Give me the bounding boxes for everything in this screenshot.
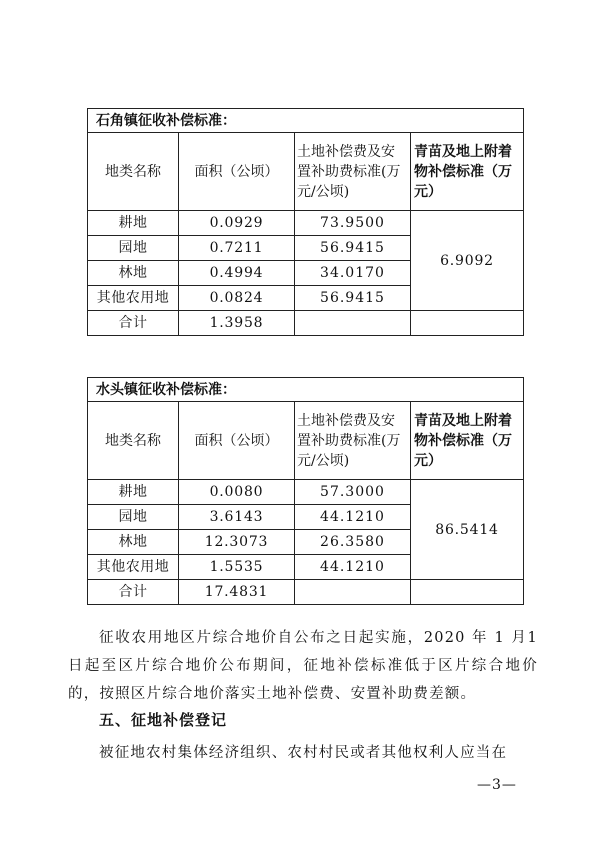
rate-cell: 56.9415 xyxy=(295,236,411,261)
area-cell: 3.6143 xyxy=(179,505,295,530)
compensation-table-shuitou xyxy=(87,377,524,605)
land-type-cell: 其他农用地 xyxy=(88,286,179,311)
header-rate: 土地补偿费及安置补助费标准(万元/公顷) xyxy=(295,133,411,211)
total-area: 17.4831 xyxy=(179,580,295,605)
area-cell: 0.4994 xyxy=(179,261,295,286)
table-row xyxy=(88,211,524,236)
area-cell: 0.0929 xyxy=(179,211,295,236)
total-row xyxy=(88,311,524,336)
crops-value-cell: 86.5414 xyxy=(411,480,524,580)
rate-cell: 44.1210 xyxy=(295,555,411,580)
body-paragraph: 被征地农村集体经济组织、农村村民或者其他权利人应当在 xyxy=(99,745,508,761)
rate-cell: 57.3000 xyxy=(295,480,411,505)
rate-cell: 26.3580 xyxy=(295,530,411,555)
compensation-table-shijiao xyxy=(87,108,524,336)
area-cell: 12.3073 xyxy=(179,530,295,555)
land-type-cell: 耕地 xyxy=(88,480,179,505)
header-crops: 青苗及地上附着物补偿标准（万元） xyxy=(411,402,524,480)
header-land-type: 地类名称 xyxy=(88,402,179,480)
header-area: 面积（公顷） xyxy=(179,133,295,211)
empty-cell xyxy=(411,311,524,336)
empty-cell xyxy=(411,580,524,605)
body-paragraph: 征收农用地区片综合地价自公布之日起实施，2020 年 1 月1日起至区片综合地价公布期间，征地补偿标准低于区片综合地价的，按照区片综合地价落实土地补偿费、安置补助费差额。 xyxy=(68,630,538,702)
rate-cell: 44.1210 xyxy=(295,505,411,530)
land-type-cell: 园地 xyxy=(88,236,179,261)
header-area: 面积（公顷） xyxy=(179,402,295,480)
total-area: 1.3958 xyxy=(179,311,295,336)
header-land-type: 地类名称 xyxy=(88,133,179,211)
rate-cell: 34.0170 xyxy=(295,261,411,286)
land-type-cell: 林地 xyxy=(88,261,179,286)
area-cell: 0.0080 xyxy=(179,480,295,505)
page-number: —3— xyxy=(477,777,517,793)
area-cell: 1.5535 xyxy=(179,555,295,580)
rate-cell: 56.9415 xyxy=(295,286,411,311)
section-heading: 五、征地补偿登记 xyxy=(99,711,228,729)
table-caption: 石角镇征收补偿标准： xyxy=(88,109,524,133)
land-type-cell: 林地 xyxy=(88,530,179,555)
empty-cell xyxy=(295,311,411,336)
land-type-cell: 园地 xyxy=(88,505,179,530)
rate-cell: 73.9500 xyxy=(295,211,411,236)
table-caption: 水头镇征收补偿标准： xyxy=(88,378,524,402)
land-type-cell: 其他农用地 xyxy=(88,555,179,580)
total-row xyxy=(88,580,524,605)
total-label: 合计 xyxy=(88,311,179,336)
header-rate: 土地补偿费及安置补助费标准(万元/公顷) xyxy=(295,402,411,480)
crops-value-cell: 6.9092 xyxy=(411,211,524,311)
land-type-cell: 耕地 xyxy=(88,211,179,236)
area-cell: 0.7211 xyxy=(179,236,295,261)
area-cell: 0.0824 xyxy=(179,286,295,311)
header-crops: 青苗及地上附着物补偿标准（万元） xyxy=(411,133,524,211)
total-label: 合计 xyxy=(88,580,179,605)
empty-cell xyxy=(295,580,411,605)
table-row xyxy=(88,480,524,505)
